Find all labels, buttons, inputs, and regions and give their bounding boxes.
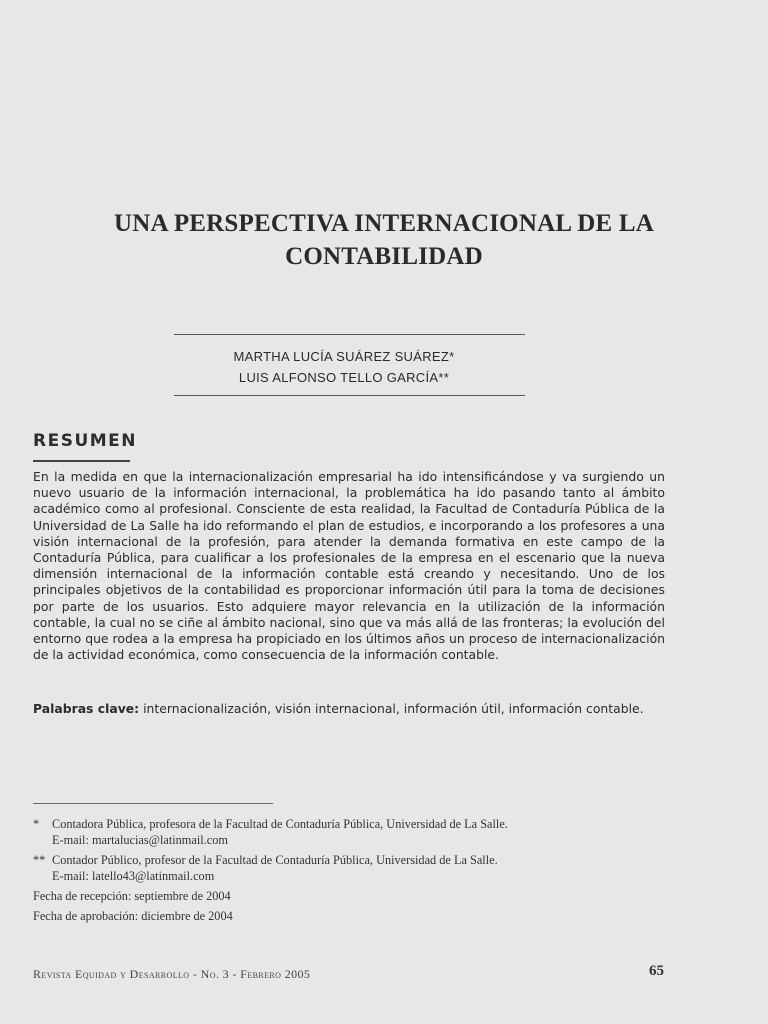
footnote-2 (33, 852, 673, 884)
keywords-label: Palabras clave: (33, 701, 140, 716)
keywords-text: internacionalización, visión internacional, información útil, información contable. (139, 701, 644, 716)
authors-top-rule (174, 334, 525, 335)
author-2: LUIS ALFONSO TELLO GARCÍA** (238, 370, 450, 385)
authors-bottom-rule (174, 395, 525, 396)
footnotes (33, 816, 673, 928)
received-date: Fecha de recepción: septiembre de 2004 (33, 889, 231, 903)
abstract-heading: RESUMEN (33, 431, 138, 451)
submission-dates (33, 888, 673, 924)
footnote-2-mark: ** (33, 853, 46, 867)
article-title (60, 207, 708, 273)
abstract-text: En la medida en que la internacionalización empresarial ha ido intensificándose y va surgiendo un nuevo usuario de la información internacional, la problemática ha ido pasando tanto al ámbito académico como al profesional. Consciente de esta realidad, la Facultad de Contaduría Pública de la Universidad de La Salle ha ido reformando el plan de estudios, e incorporando a los profesores a una visión internacional de la profesión, para atender la demanda formativa en este campo de la Contaduría Pública, para cualificar a los profesionales de la empresa en el escenario que la nueva dimensión internacional de la información contable está creando y necesitando. Uno de los principales objetivos de la contabilidad es proporcionar información útil para la toma de decisiones por parte de los usuarios. Esto adquiere mayor relevancia en la utilización de la información contable, la cual no se ciñe al ámbito nacional, sino que va más allá de las fronteras; la evolución del entorno que rodea a la empresa ha propiciado en los últimos años un proceso de internacionalización de la actividad económica, como consecuencia de la información contable. (33, 469, 665, 663)
keywords-paragraph (33, 700, 665, 717)
footnote-1-affiliation: Contadora Pública, profesora de la Facultad de Contaduría Pública, Universidad de La Salle. (52, 817, 508, 831)
article-title-line-1: UNA PERSPECTIVA INTERNACIONAL DE LA (114, 210, 654, 237)
running-footer-journal: Revista Equidad y Desarrollo - No. 3 - Febrero 2005 (33, 967, 311, 981)
footnote-separator (33, 803, 273, 804)
author-block (160, 346, 528, 388)
author-1: MARTHA LUCÍA SUÁREZ SUÁREZ* (233, 349, 455, 364)
footnote-1 (33, 816, 673, 848)
footnote-2-email: E-mail: latello43@latinmail.com (52, 869, 215, 883)
approved-date: Fecha de aprobación: diciembre de 2004 (33, 909, 233, 923)
abstract-heading-underline (33, 460, 130, 462)
footnote-2-affiliation: Contador Público, profesor de la Facultad de Contaduría Pública, Universidad de La Salle. (52, 853, 498, 867)
page-number: 65 (649, 963, 664, 979)
footnote-1-mark: * (33, 817, 40, 831)
article-title-line-2: CONTABILIDAD (285, 243, 483, 270)
footnote-1-email: E-mail: martalucias@latinmail.com (52, 833, 228, 847)
